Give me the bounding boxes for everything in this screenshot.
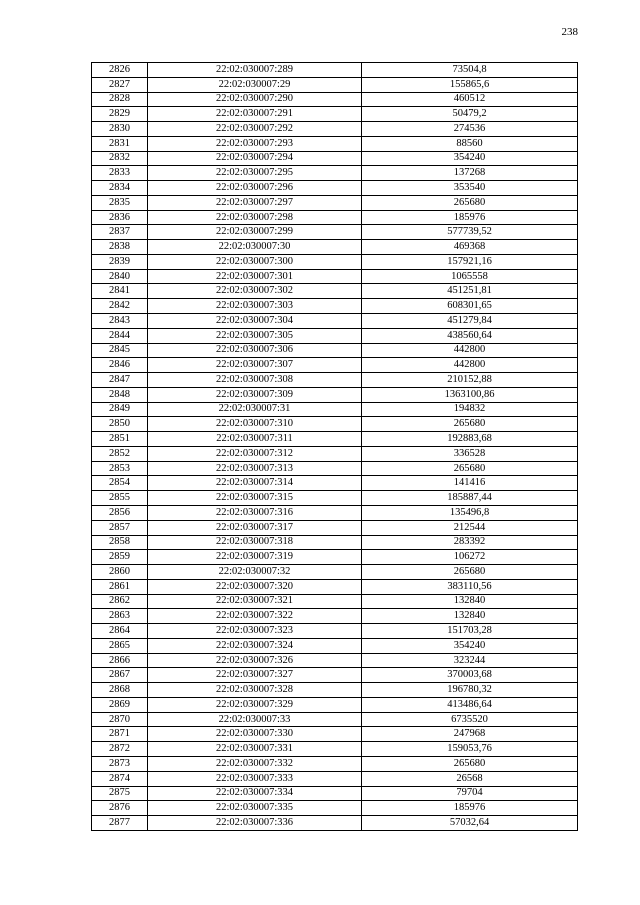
cadastral-number-cell: 22:02:030007:295 xyxy=(148,166,362,181)
value-cell: 151703,28 xyxy=(362,624,578,639)
cadastral-number-cell: 22:02:030007:297 xyxy=(148,195,362,210)
table-row xyxy=(92,801,578,816)
table-row xyxy=(92,550,578,565)
cadastral-number-cell: 22:02:030007:324 xyxy=(148,638,362,653)
table-row xyxy=(92,284,578,299)
table-row xyxy=(92,579,578,594)
row-number-cell: 2846 xyxy=(92,358,148,373)
table-row xyxy=(92,594,578,609)
table-body xyxy=(92,63,578,831)
row-number-cell: 2859 xyxy=(92,550,148,565)
table-row xyxy=(92,520,578,535)
cadastral-number-cell: 22:02:030007:289 xyxy=(148,63,362,78)
table-row xyxy=(92,505,578,520)
cadastral-number-cell: 22:02:030007:321 xyxy=(148,594,362,609)
cadastral-number-cell: 22:02:030007:326 xyxy=(148,653,362,668)
row-number-cell: 2872 xyxy=(92,742,148,757)
cadastral-number-cell: 22:02:030007:301 xyxy=(148,269,362,284)
table-row xyxy=(92,491,578,506)
cadastral-number-cell: 22:02:030007:309 xyxy=(148,387,362,402)
row-number-cell: 2832 xyxy=(92,151,148,166)
row-number-cell: 2861 xyxy=(92,579,148,594)
row-number-cell: 2868 xyxy=(92,683,148,698)
table-row xyxy=(92,535,578,550)
table-row xyxy=(92,122,578,137)
cadastral-number-cell: 22:02:030007:323 xyxy=(148,624,362,639)
table-row xyxy=(92,638,578,653)
row-number-cell: 2828 xyxy=(92,92,148,107)
cadastral-number-cell: 22:02:030007:331 xyxy=(148,742,362,757)
value-cell: 212544 xyxy=(362,520,578,535)
row-number-cell: 2835 xyxy=(92,195,148,210)
row-number-cell: 2829 xyxy=(92,107,148,122)
row-number-cell: 2865 xyxy=(92,638,148,653)
cadastral-number-cell: 22:02:030007:296 xyxy=(148,181,362,196)
cadastral-number-cell: 22:02:030007:330 xyxy=(148,727,362,742)
table-row xyxy=(92,683,578,698)
row-number-cell: 2843 xyxy=(92,314,148,329)
row-number-cell: 2867 xyxy=(92,668,148,683)
cadastral-number-cell: 22:02:030007:328 xyxy=(148,683,362,698)
row-number-cell: 2877 xyxy=(92,816,148,831)
value-cell: 469368 xyxy=(362,240,578,255)
cadastral-number-cell: 22:02:030007:303 xyxy=(148,299,362,314)
cadastral-number-cell: 22:02:030007:32 xyxy=(148,565,362,580)
value-cell: 196780,32 xyxy=(362,683,578,698)
value-cell: 185887,44 xyxy=(362,491,578,506)
row-number-cell: 2876 xyxy=(92,801,148,816)
table-row xyxy=(92,432,578,447)
cadastral-number-cell: 22:02:030007:320 xyxy=(148,579,362,594)
row-number-cell: 2862 xyxy=(92,594,148,609)
table-row xyxy=(92,816,578,831)
cadastral-number-cell: 22:02:030007:304 xyxy=(148,314,362,329)
cadastral-number-cell: 22:02:030007:332 xyxy=(148,756,362,771)
value-cell: 73504,8 xyxy=(362,63,578,78)
cadastral-number-cell: 22:02:030007:310 xyxy=(148,417,362,432)
value-cell: 353540 xyxy=(362,181,578,196)
row-number-cell: 2864 xyxy=(92,624,148,639)
value-cell: 106272 xyxy=(362,550,578,565)
table-row xyxy=(92,136,578,151)
table-row xyxy=(92,328,578,343)
cadastral-number-cell: 22:02:030007:333 xyxy=(148,771,362,786)
cadastral-number-cell: 22:02:030007:291 xyxy=(148,107,362,122)
value-cell: 383110,56 xyxy=(362,579,578,594)
value-cell: 442800 xyxy=(362,358,578,373)
value-cell: 370003,68 xyxy=(362,668,578,683)
table-row xyxy=(92,299,578,314)
row-number-cell: 2873 xyxy=(92,756,148,771)
value-cell: 137268 xyxy=(362,166,578,181)
row-number-cell: 2833 xyxy=(92,166,148,181)
value-cell: 608301,65 xyxy=(362,299,578,314)
value-cell: 157921,16 xyxy=(362,254,578,269)
row-number-cell: 2851 xyxy=(92,432,148,447)
table-row xyxy=(92,195,578,210)
cadastral-number-cell: 22:02:030007:311 xyxy=(148,432,362,447)
cadastral-number-cell: 22:02:030007:317 xyxy=(148,520,362,535)
value-cell: 132840 xyxy=(362,594,578,609)
row-number-cell: 2869 xyxy=(92,697,148,712)
value-cell: 274536 xyxy=(362,122,578,137)
table-row xyxy=(92,77,578,92)
table-row xyxy=(92,727,578,742)
cadastral-number-cell: 22:02:030007:319 xyxy=(148,550,362,565)
value-cell: 451251,81 xyxy=(362,284,578,299)
table-row xyxy=(92,343,578,358)
cadastral-number-cell: 22:02:030007:336 xyxy=(148,816,362,831)
row-number-cell: 2874 xyxy=(92,771,148,786)
table-row xyxy=(92,254,578,269)
row-number-cell: 2858 xyxy=(92,535,148,550)
row-number-cell: 2836 xyxy=(92,210,148,225)
row-number-cell: 2863 xyxy=(92,609,148,624)
row-number-cell: 2850 xyxy=(92,417,148,432)
row-number-cell: 2852 xyxy=(92,446,148,461)
row-number-cell: 2839 xyxy=(92,254,148,269)
cadastral-number-cell: 22:02:030007:292 xyxy=(148,122,362,137)
table-row xyxy=(92,697,578,712)
cadastral-number-cell: 22:02:030007:306 xyxy=(148,343,362,358)
table-row xyxy=(92,166,578,181)
row-number-cell: 2857 xyxy=(92,520,148,535)
value-cell: 265680 xyxy=(362,461,578,476)
value-cell: 88560 xyxy=(362,136,578,151)
row-number-cell: 2871 xyxy=(92,727,148,742)
table-row xyxy=(92,771,578,786)
value-cell: 155865,6 xyxy=(362,77,578,92)
value-cell: 185976 xyxy=(362,801,578,816)
value-cell: 141416 xyxy=(362,476,578,491)
table-row xyxy=(92,358,578,373)
table-row xyxy=(92,742,578,757)
row-number-cell: 2847 xyxy=(92,373,148,388)
table-row xyxy=(92,92,578,107)
value-cell: 79704 xyxy=(362,786,578,801)
value-cell: 413486,64 xyxy=(362,697,578,712)
cadastral-number-cell: 22:02:030007:302 xyxy=(148,284,362,299)
table-row xyxy=(92,565,578,580)
row-number-cell: 2849 xyxy=(92,402,148,417)
row-number-cell: 2845 xyxy=(92,343,148,358)
row-number-cell: 2827 xyxy=(92,77,148,92)
cadastral-number-cell: 22:02:030007:29 xyxy=(148,77,362,92)
value-cell: 210152,88 xyxy=(362,373,578,388)
table-row xyxy=(92,107,578,122)
row-number-cell: 2866 xyxy=(92,653,148,668)
row-number-cell: 2870 xyxy=(92,712,148,727)
table-row xyxy=(92,225,578,240)
value-cell: 265680 xyxy=(362,565,578,580)
table-row xyxy=(92,387,578,402)
row-number-cell: 2840 xyxy=(92,269,148,284)
row-number-cell: 2875 xyxy=(92,786,148,801)
table-row xyxy=(92,210,578,225)
value-cell: 354240 xyxy=(362,151,578,166)
table-row xyxy=(92,624,578,639)
value-cell: 1363100,86 xyxy=(362,387,578,402)
cadastral-number-cell: 22:02:030007:307 xyxy=(148,358,362,373)
table-row xyxy=(92,461,578,476)
table-row xyxy=(92,446,578,461)
cadastral-number-cell: 22:02:030007:31 xyxy=(148,402,362,417)
value-cell: 438560,64 xyxy=(362,328,578,343)
table-row xyxy=(92,668,578,683)
row-number-cell: 2842 xyxy=(92,299,148,314)
row-number-cell: 2844 xyxy=(92,328,148,343)
table-row xyxy=(92,786,578,801)
table-row xyxy=(92,476,578,491)
row-number-cell: 2856 xyxy=(92,505,148,520)
value-cell: 323244 xyxy=(362,653,578,668)
cadastral-number-cell: 22:02:030007:329 xyxy=(148,697,362,712)
cadastral-number-cell: 22:02:030007:298 xyxy=(148,210,362,225)
table-row xyxy=(92,609,578,624)
cadastral-number-cell: 22:02:030007:33 xyxy=(148,712,362,727)
cadastral-number-cell: 22:02:030007:293 xyxy=(148,136,362,151)
value-cell: 132840 xyxy=(362,609,578,624)
cadastral-number-cell: 22:02:030007:327 xyxy=(148,668,362,683)
page-number: 238 xyxy=(561,26,578,38)
cadastral-number-cell: 22:02:030007:299 xyxy=(148,225,362,240)
row-number-cell: 2837 xyxy=(92,225,148,240)
value-cell: 336528 xyxy=(362,446,578,461)
value-cell: 159053,76 xyxy=(362,742,578,757)
value-cell: 50479,2 xyxy=(362,107,578,122)
cadastral-number-cell: 22:02:030007:308 xyxy=(148,373,362,388)
table-row xyxy=(92,712,578,727)
cadastral-number-cell: 22:02:030007:300 xyxy=(148,254,362,269)
value-cell: 354240 xyxy=(362,638,578,653)
cadastral-number-cell: 22:02:030007:315 xyxy=(148,491,362,506)
cadastral-number-cell: 22:02:030007:313 xyxy=(148,461,362,476)
value-cell: 265680 xyxy=(362,417,578,432)
value-cell: 283392 xyxy=(362,535,578,550)
cadastral-number-cell: 22:02:030007:290 xyxy=(148,92,362,107)
value-cell: 265680 xyxy=(362,756,578,771)
row-number-cell: 2860 xyxy=(92,565,148,580)
cadastral-number-cell: 22:02:030007:322 xyxy=(148,609,362,624)
value-cell: 135496,8 xyxy=(362,505,578,520)
table-row xyxy=(92,181,578,196)
table-row xyxy=(92,314,578,329)
value-cell: 265680 xyxy=(362,195,578,210)
row-number-cell: 2831 xyxy=(92,136,148,151)
row-number-cell: 2848 xyxy=(92,387,148,402)
value-cell: 57032,64 xyxy=(362,816,578,831)
table-row xyxy=(92,373,578,388)
row-number-cell: 2853 xyxy=(92,461,148,476)
table-row xyxy=(92,417,578,432)
table-row xyxy=(92,756,578,771)
cadastral-number-cell: 22:02:030007:30 xyxy=(148,240,362,255)
cadastral-number-cell: 22:02:030007:312 xyxy=(148,446,362,461)
row-number-cell: 2826 xyxy=(92,63,148,78)
cadastral-table xyxy=(91,62,578,831)
value-cell: 194832 xyxy=(362,402,578,417)
cadastral-number-cell: 22:02:030007:316 xyxy=(148,505,362,520)
cadastral-number-cell: 22:02:030007:314 xyxy=(148,476,362,491)
row-number-cell: 2838 xyxy=(92,240,148,255)
row-number-cell: 2834 xyxy=(92,181,148,196)
cadastral-number-cell: 22:02:030007:318 xyxy=(148,535,362,550)
value-cell: 247968 xyxy=(362,727,578,742)
value-cell: 192883,68 xyxy=(362,432,578,447)
table-row xyxy=(92,269,578,284)
value-cell: 185976 xyxy=(362,210,578,225)
table-row xyxy=(92,151,578,166)
cadastral-number-cell: 22:02:030007:335 xyxy=(148,801,362,816)
row-number-cell: 2855 xyxy=(92,491,148,506)
value-cell: 1065558 xyxy=(362,269,578,284)
cadastral-number-cell: 22:02:030007:334 xyxy=(148,786,362,801)
value-cell: 460512 xyxy=(362,92,578,107)
row-number-cell: 2830 xyxy=(92,122,148,137)
value-cell: 26568 xyxy=(362,771,578,786)
row-number-cell: 2854 xyxy=(92,476,148,491)
cadastral-number-cell: 22:02:030007:305 xyxy=(148,328,362,343)
row-number-cell: 2841 xyxy=(92,284,148,299)
cadastral-number-cell: 22:02:030007:294 xyxy=(148,151,362,166)
table-row xyxy=(92,402,578,417)
value-cell: 442800 xyxy=(362,343,578,358)
value-cell: 6735520 xyxy=(362,712,578,727)
table-row xyxy=(92,240,578,255)
value-cell: 451279,84 xyxy=(362,314,578,329)
value-cell: 577739,52 xyxy=(362,225,578,240)
table-row xyxy=(92,653,578,668)
table-row xyxy=(92,63,578,78)
